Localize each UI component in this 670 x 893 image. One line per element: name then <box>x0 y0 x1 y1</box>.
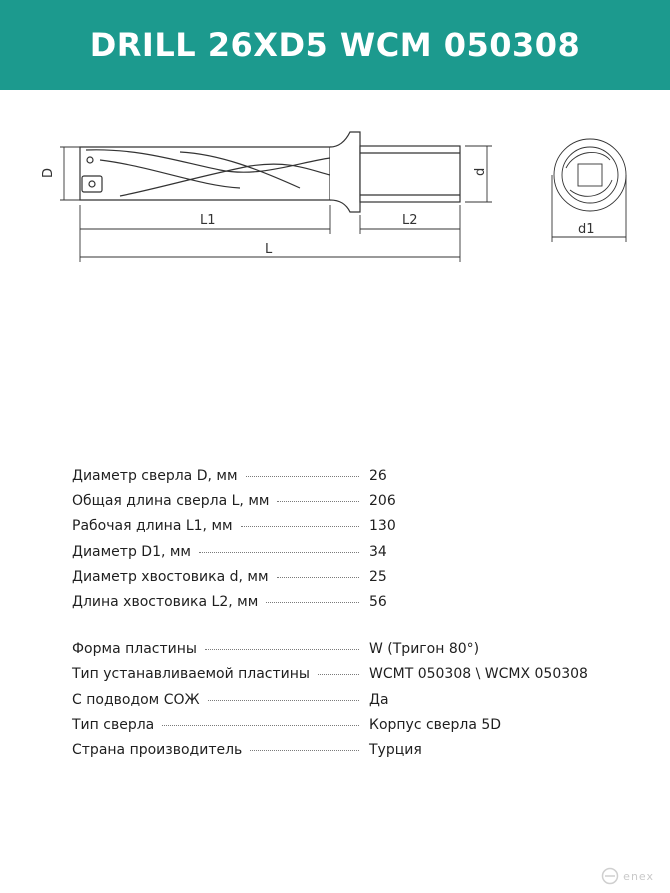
spec-label: Тип сверла <box>72 716 155 733</box>
page-title: DRILL 26XD5 WCM 050308 <box>89 26 581 64</box>
spec-label: Страна производитель <box>72 741 243 758</box>
spec-label: Диаметр хвостовика d, мм <box>72 568 269 585</box>
spec-label: Диаметр D1, мм <box>72 543 191 560</box>
dotted-leader <box>318 674 359 675</box>
dotted-leader <box>241 526 359 527</box>
spec-value: 56 <box>369 593 387 610</box>
enex-logo-icon <box>601 867 619 885</box>
technical-drawing <box>0 100 670 300</box>
spec-value: W (Тригон 80°) <box>369 641 480 658</box>
spec-row <box>72 544 632 569</box>
label-L2: L2 <box>402 213 418 228</box>
label-d: d <box>473 167 488 176</box>
dotted-leader <box>266 602 359 603</box>
dotted-leader <box>162 725 359 726</box>
spec-row <box>72 493 632 518</box>
spec-value: Да <box>369 691 389 708</box>
spec-label: Рабочая длина L1, мм <box>72 518 233 535</box>
spec-value: 206 <box>369 493 396 510</box>
spec-value: Корпус сверла 5D <box>369 716 502 733</box>
spec-label: Диаметр сверла D, мм <box>72 468 238 484</box>
spec-row <box>72 518 632 543</box>
watermark-text: enex <box>623 869 654 883</box>
spec-label: С подводом СОЖ <box>72 691 200 708</box>
label-L: L <box>265 242 273 257</box>
spec-row <box>72 666 632 691</box>
spec-row <box>72 641 632 666</box>
label-d1: d1 <box>578 222 595 237</box>
spec-row <box>72 569 632 594</box>
dotted-leader <box>277 577 359 578</box>
dotted-leader <box>208 700 359 701</box>
spec-value: WCMT 050308 \ WCMX 050308 <box>369 666 588 683</box>
watermark <box>601 867 654 885</box>
spec-label: Тип устанавливаемой пластины <box>72 666 310 683</box>
spec-value: 130 <box>369 518 396 535</box>
dotted-leader <box>205 649 359 650</box>
spec-label: Форма пластины <box>72 641 197 658</box>
dotted-leader <box>277 501 359 502</box>
dotted-leader <box>246 476 359 477</box>
spec-table <box>72 468 632 767</box>
spec-value: 25 <box>369 568 387 585</box>
label-D: D <box>41 167 56 178</box>
spec-row <box>72 692 632 717</box>
header-banner <box>0 0 670 90</box>
spec-row <box>72 468 632 493</box>
spec-group-dimensions <box>72 468 632 619</box>
spec-group-properties <box>72 641 632 767</box>
dotted-leader <box>250 750 359 751</box>
label-L1: L1 <box>200 213 216 228</box>
spec-label: Длина хвостовика L2, мм <box>72 593 259 610</box>
spec-value: 34 <box>369 543 387 560</box>
spec-value: Турция <box>369 741 422 758</box>
drill-side-view <box>80 132 460 212</box>
spec-value: 26 <box>369 468 387 484</box>
group-spacer <box>72 619 632 641</box>
dotted-leader <box>199 552 359 553</box>
spec-label: Общая длина сверла L, мм <box>72 493 270 510</box>
spec-row <box>72 594 632 619</box>
spec-row <box>72 717 632 742</box>
spec-row <box>72 742 632 767</box>
